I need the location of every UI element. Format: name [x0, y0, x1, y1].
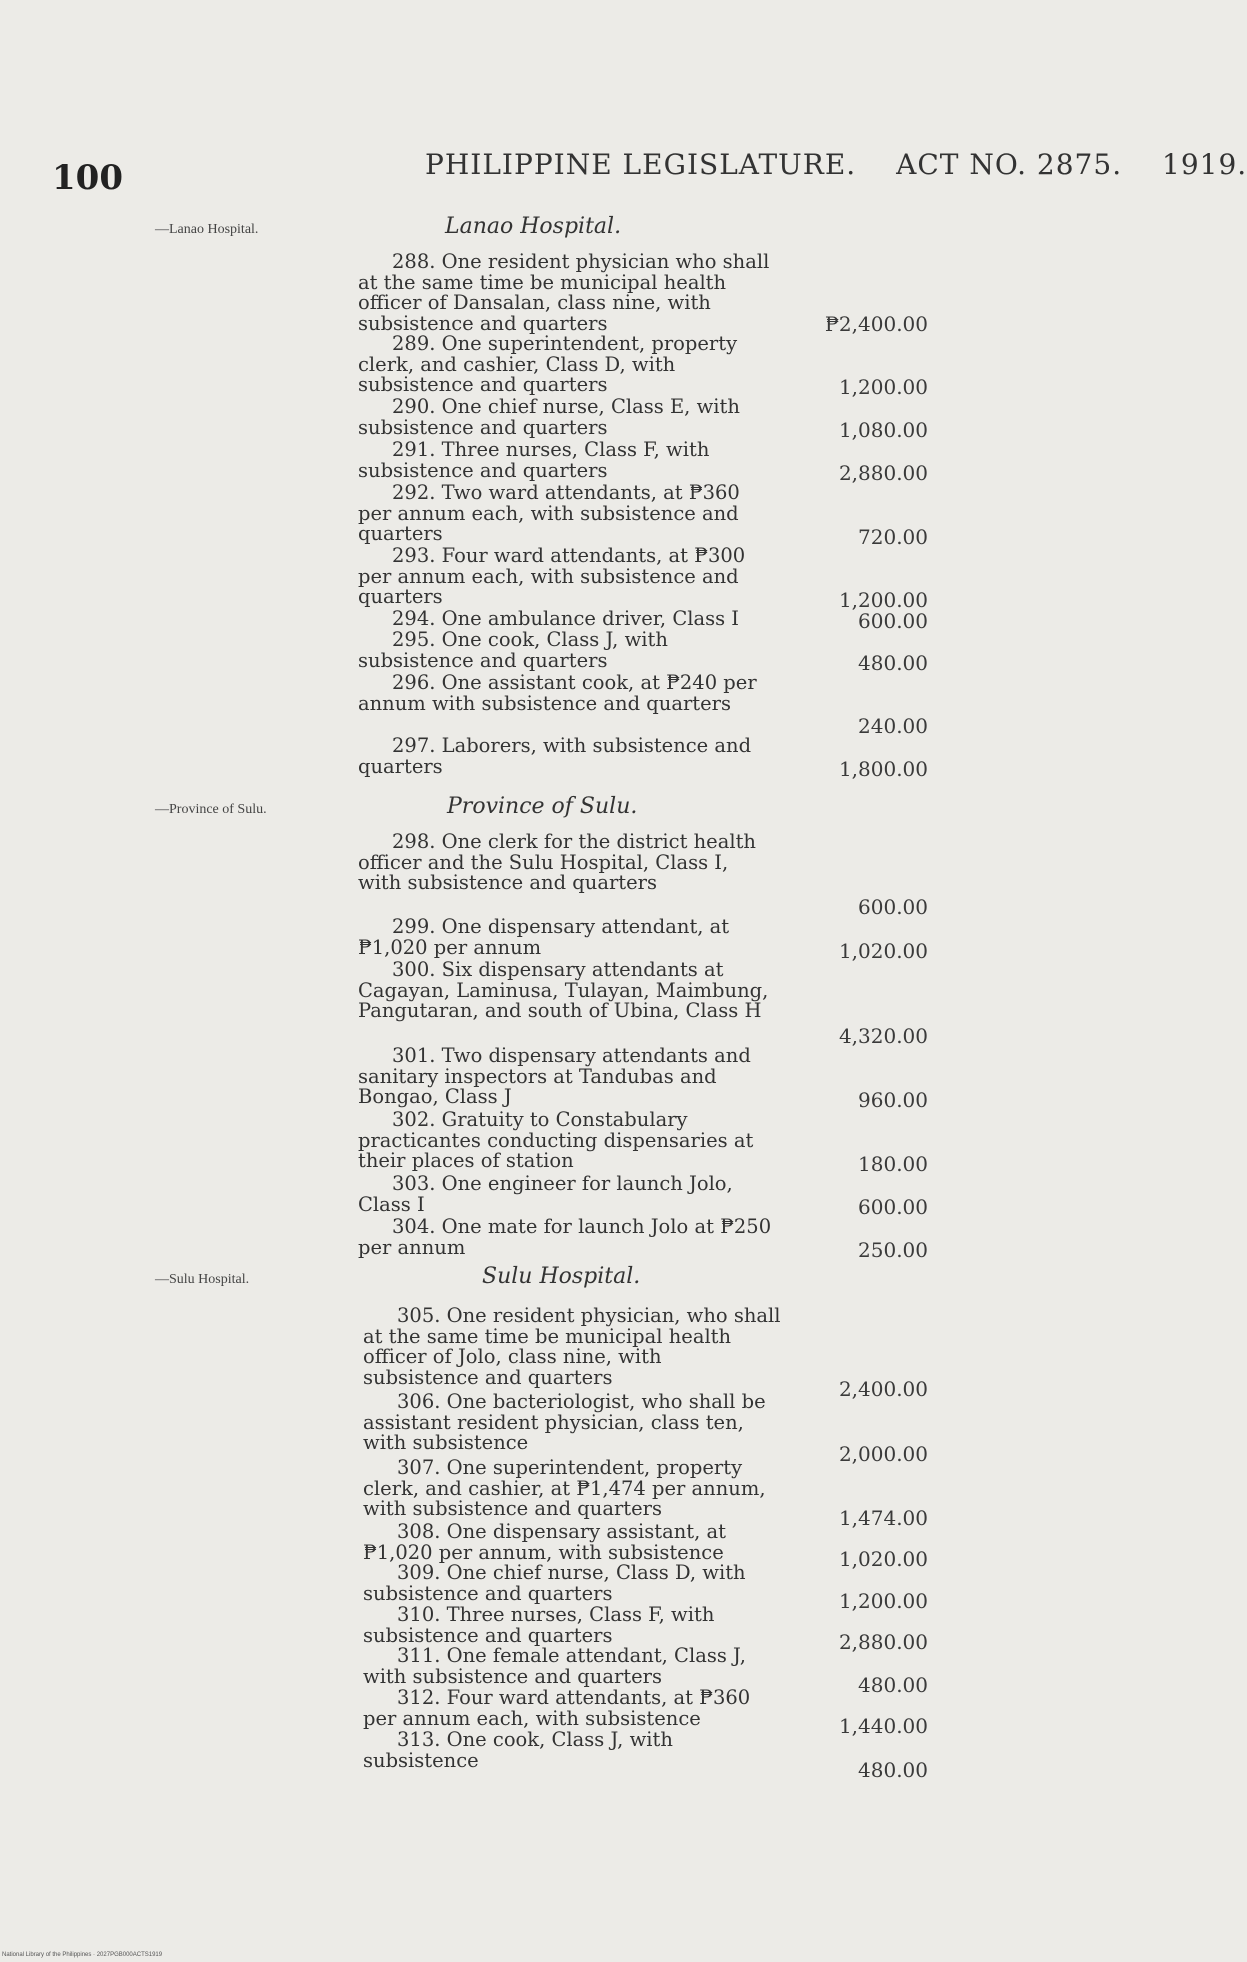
act-year: 1919.: [1162, 148, 1247, 181]
margin-note: —Lanao Hospital.: [155, 222, 259, 237]
budget-item: [363, 1646, 781, 1687]
budget-item: [358, 960, 776, 1022]
budget-item: [363, 1522, 781, 1563]
item-text: 301. Two dispensary attendants and sanitary inspectors at Tandubas and Bongao, Class J: [358, 1044, 751, 1108]
item-text: 289. One superintendent, property clerk, and cashier, Class D, with subsistence and quarters: [358, 332, 738, 396]
budget-item: [363, 1458, 781, 1520]
item-amount: 1,200.00: [838, 1589, 928, 1613]
budget-item: [358, 1046, 776, 1108]
item-amount: 1,200.00: [838, 588, 928, 612]
item-text: 310. Three nurses, Class F, with subsistence and quarters: [363, 1603, 715, 1647]
item-text: 308. One dispensary assistant, at ₱1,020 per annum, with subsistence: [363, 1520, 726, 1564]
budget-item: [358, 673, 776, 714]
running-head-title: PHILIPPINE LEGISLATURE.: [425, 148, 857, 181]
item-text: 296. One assistant cook, at ₱240 per annum with subsistence and quarters: [358, 671, 757, 715]
budget-item: [358, 832, 776, 894]
item-text: 288. One resident physician who shall at the same time be municipal health officer of Dansalan, class nine, with subsistence and quarters: [358, 250, 770, 335]
budget-item: [358, 630, 776, 671]
budget-item: [358, 546, 776, 608]
item-amount: 2,880.00: [838, 461, 928, 485]
item-text: 297. Laborers, with subsistence and quarters: [358, 734, 752, 778]
item-text: 313. One cook, Class J, with subsistence: [363, 1728, 673, 1772]
item-amount: 480.00: [858, 651, 928, 675]
item-amount: 1,800.00: [838, 757, 928, 781]
budget-item: [363, 1392, 781, 1454]
budget-item: [358, 1110, 776, 1172]
budget-item: [363, 1563, 781, 1604]
budget-item: [358, 252, 776, 334]
budget-item: [363, 1306, 781, 1388]
item-text: 309. One chief nurse, Class D, with subsistence and quarters: [363, 1561, 746, 1605]
item-amount: 600.00: [858, 609, 928, 633]
budget-item: [363, 1688, 781, 1729]
item-text: 294. One ambulance driver, Class I: [392, 607, 740, 630]
item-amount: 600.00: [858, 895, 928, 919]
budget-item: [363, 1605, 781, 1646]
item-text: 292. Two ward attendants, at ₱360 per annum each, with subsistence and quarters: [358, 481, 740, 545]
item-amount: 250.00: [858, 1238, 928, 1262]
item-text: 293. Four ward attendants, at ₱300 per annum each, with subsistence and quarters: [358, 544, 746, 608]
item-text: 291. Three nurses, Class F, with subsistence and quarters: [358, 438, 710, 482]
item-amount: 600.00: [858, 1195, 928, 1219]
item-text: 302. Gratuity to Constabulary practicantes conducting dispensaries at their places of station: [358, 1108, 754, 1172]
item-amount: 2,880.00: [838, 1630, 928, 1654]
item-amount: 2,400.00: [838, 1377, 928, 1401]
item-amount: 4,320.00: [838, 1024, 928, 1048]
item-amount: 240.00: [858, 714, 928, 738]
margin-note: —Sulu Hospital.: [155, 1272, 250, 1287]
item-text: 303. One engineer for launch Jolo, Class I: [358, 1172, 733, 1216]
budget-item: [358, 917, 776, 958]
item-amount: 180.00: [858, 1152, 928, 1176]
budget-item: [358, 440, 776, 481]
item-text: 300. Six dispensary attendants at Cagayan, Laminusa, Tulayan, Maimbung, Pangutaran, and south of Ubina, Class H: [358, 958, 769, 1022]
margin-note: —Province of Sulu.: [155, 802, 267, 817]
archive-footer: National Library of the Philippines · 2027PGB000ACTS1919: [2, 1952, 163, 1958]
item-text: 295. One cook, Class J, with subsistence and quarters: [358, 628, 668, 672]
item-amount: 480.00: [858, 1673, 928, 1697]
item-amount: 960.00: [858, 1088, 928, 1112]
budget-item: [358, 483, 776, 545]
page-number: 100: [52, 158, 123, 198]
item-amount: 1,080.00: [838, 418, 928, 442]
item-text: 298. One clerk for the district health officer and the Sulu Hospital, Class I, with subsistence and quarters: [358, 830, 756, 894]
item-text: 304. One mate for launch Jolo at ₱250 per annum: [358, 1215, 772, 1259]
item-text: 311. One female attendant, Class J, with subsistence and quarters: [363, 1644, 746, 1688]
item-text: 299. One dispensary attendant, at ₱1,020 per annum: [358, 915, 730, 959]
item-amount: 1,020.00: [838, 1547, 928, 1571]
item-text: 305. One resident physician, who shall at the same time be municipal health officer of Jolo, class nine, with subsistence and quarters: [363, 1304, 781, 1389]
item-amount: ₱2,400.00: [824, 312, 928, 336]
item-text: 312. Four ward attendants, at ₱360 per annum each, with subsistence: [363, 1686, 751, 1730]
item-amount: 1,440.00: [838, 1714, 928, 1738]
budget-item: [358, 736, 776, 777]
item-text: 306. One bacteriologist, who shall be assistant resident physician, class ten, with subsistence: [363, 1390, 766, 1454]
section-title: Lanao Hospital.: [445, 214, 622, 239]
act-number: ACT NO. 2875.: [896, 148, 1123, 181]
budget-item: [358, 1217, 776, 1258]
item-amount: 480.00: [858, 1758, 928, 1782]
budget-item: [363, 1730, 781, 1771]
budget-item: [358, 1174, 776, 1215]
item-amount: 1,020.00: [838, 939, 928, 963]
item-text: 307. One superintendent, property clerk, and cashier, at ₱1,474 per annum, with subsistence and quarters: [363, 1456, 766, 1520]
budget-item: [358, 609, 776, 630]
item-amount: 1,474.00: [838, 1506, 928, 1530]
budget-item: [358, 397, 776, 438]
item-amount: 2,000.00: [838, 1442, 928, 1466]
section-title: Sulu Hospital.: [482, 1264, 641, 1289]
item-amount: 720.00: [858, 525, 928, 549]
budget-item: [358, 334, 776, 396]
item-text: 290. One chief nurse, Class E, with subsistence and quarters: [358, 395, 740, 439]
running-head: [425, 148, 1247, 181]
item-amount: 1,200.00: [838, 375, 928, 399]
section-title: Province of Sulu.: [447, 794, 638, 819]
